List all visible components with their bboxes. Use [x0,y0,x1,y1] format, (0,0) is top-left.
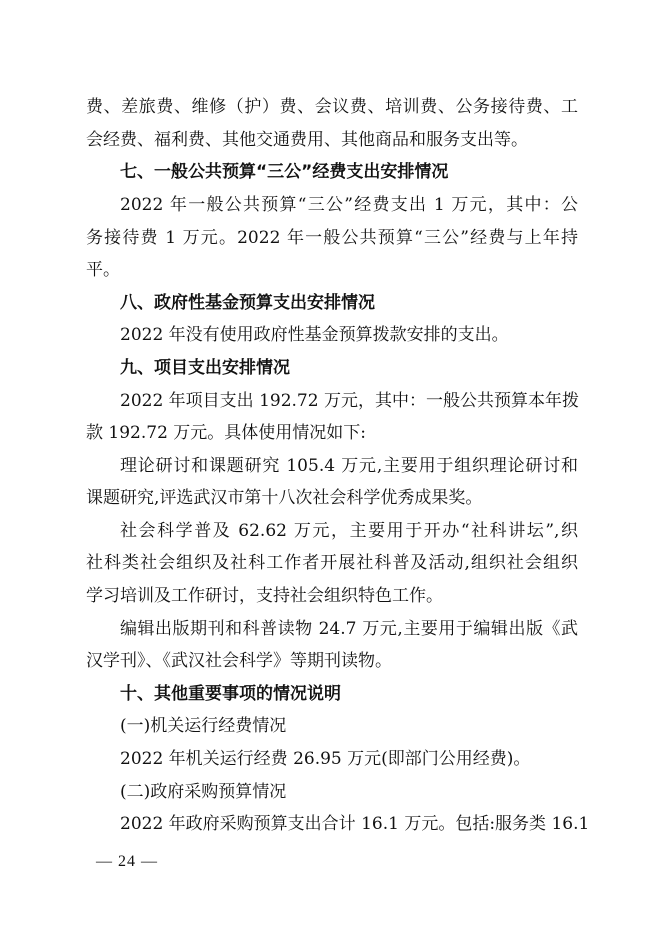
body-line: 2022 年一般公共预算“三公”经费支出 1 万元，其中：公 [120,195,578,215]
body-line: 课题研究,评选武汉市第十八次社会科学优秀成果奖。 [86,488,483,508]
body-line: 2022 年没有使用政府性基金预算拨款安排的支出。 [120,325,509,345]
body-line: 会经费、福利费、其他交通费用、其他商品和服务支出等。 [86,130,528,150]
body-line: 平。 [86,260,120,280]
body-line: 社科类社会组织及社科工作者开展社科普及活动,组织社会组织 [86,553,578,573]
page-number: — 24 — [96,853,158,870]
body-line: 2022 年机关运行经费 26.95 万元(即部门公用经费)。 [120,749,531,769]
body-line: 编辑出版期刊和科普读物 24.7 万元,主要用于编辑出版《武 [120,619,578,639]
body-line: 2022 年政府采购预算支出合计 16.1 万元。包括:服务类 16.1 [120,814,590,834]
subsection-heading: (二)政府采购预算情况 [120,782,287,802]
subsection-heading: (一)机关运行经费情况 [120,716,287,736]
body-line: 理论研讨和课题研究 105.4 万元,主要用于组织理论研讨和 [120,456,578,476]
section-heading-7: 七、一般公共预算“三公”经费支出安排情况 [120,162,449,182]
body-line: 社会科学普及 62.62 万元，主要用于开办“社科讲坛”,织 [120,521,578,541]
section-heading-8: 八、政府性基金预算支出安排情况 [120,293,375,313]
body-line: 汉学刊》、《武汉社会科学》等期刊读物。 [86,651,392,671]
body-line: 款 192.72 万元。具体使用情况如下: [86,423,367,443]
body-line: 费、差旅费、维修（护）费、会议费、培训费、公务接待费、工 [86,97,578,117]
body-line: 2022 年项目支出 192.72 万元，其中：一般公共预算本年拨 [120,391,579,411]
body-line: 学习培训及工作研讨，支持社会组织特色工作。 [86,586,443,606]
section-heading-10: 十、其他重要事项的情况说明 [120,684,341,704]
body-line: 务接待费 1 万元。2022 年一般公共预算“三公”经费与上年持 [86,228,578,248]
section-heading-9: 九、项目支出安排情况 [120,358,290,378]
